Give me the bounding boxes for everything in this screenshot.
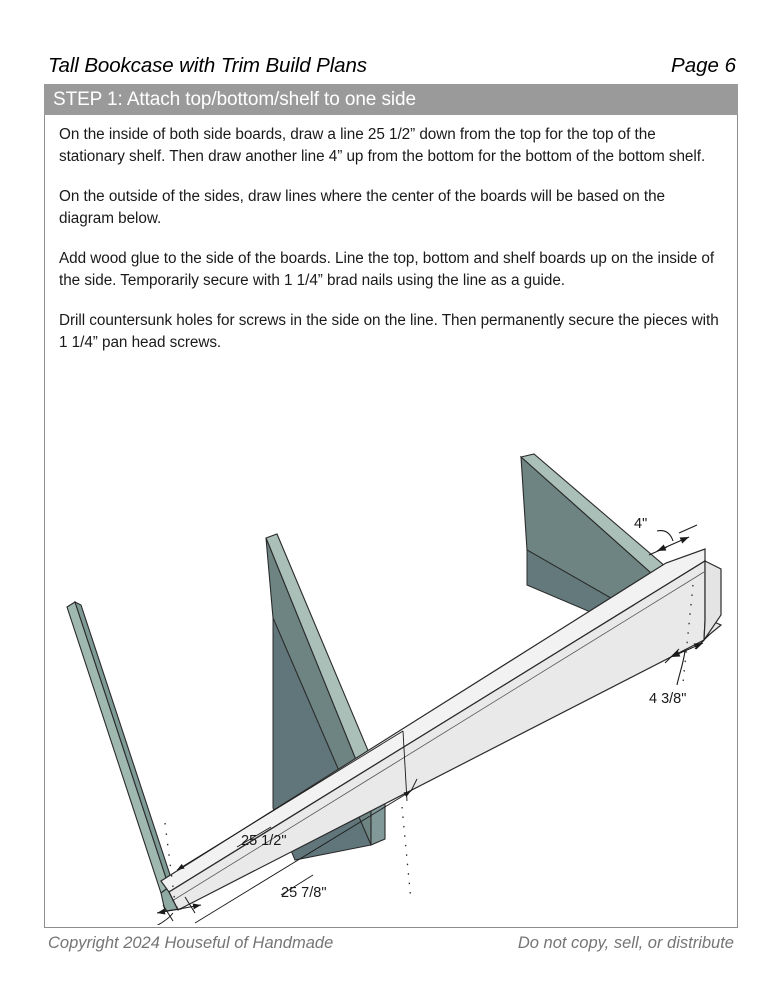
instruction-paragraph: Add wood glue to the side of the boards. Line the top, bottom and shelf boards up on the inside of the side. Temporarily secure with 1 1/4” brad nails using the line as a guide. (59, 250, 715, 289)
instruction-paragraph: On the inside of both side boards, draw a line 25 1/2” down from the top for the top of the stationary shelf. Then draw another line 4” up from the bottom for the bottom of the bottom shelf. (59, 126, 706, 165)
page-number: Page 6 (671, 54, 736, 77)
dimension-label-25-1-2in: 25 1/2" (241, 833, 287, 849)
footer-notice: Do not copy, sell, or distribute (517, 934, 734, 952)
bottom-board (67, 602, 181, 911)
footer-copyright: Copyright 2024 Houseful of Handmade (48, 934, 334, 952)
instruction-paragraph: On the outside of the sides, draw lines where the center of the boards will be based on the diagram below. (59, 188, 665, 227)
dimension-label-4in: 4" (634, 516, 648, 532)
step-banner-label: STEP 1: Attach top/bottom/shelf to one side (53, 88, 416, 110)
document-footer (48, 934, 734, 953)
assembly-diagram (45, 435, 736, 925)
content-box (44, 115, 738, 928)
document-header (48, 44, 738, 78)
instructions-block (59, 124, 719, 353)
dimension-label-4-3-8in: 4 3/8" (649, 691, 687, 707)
side-panel (161, 549, 721, 910)
instruction-paragraph: Drill countersunk holes for screws in the side on the line. Then permanently secure the pieces with 1 1/4” pan head screws. (59, 312, 719, 351)
document-title: Tall Bookcase with Trim Build Plans (48, 54, 367, 77)
step-banner (44, 84, 738, 115)
dimension-label-25-7-8in: 25 7/8" (281, 885, 327, 901)
